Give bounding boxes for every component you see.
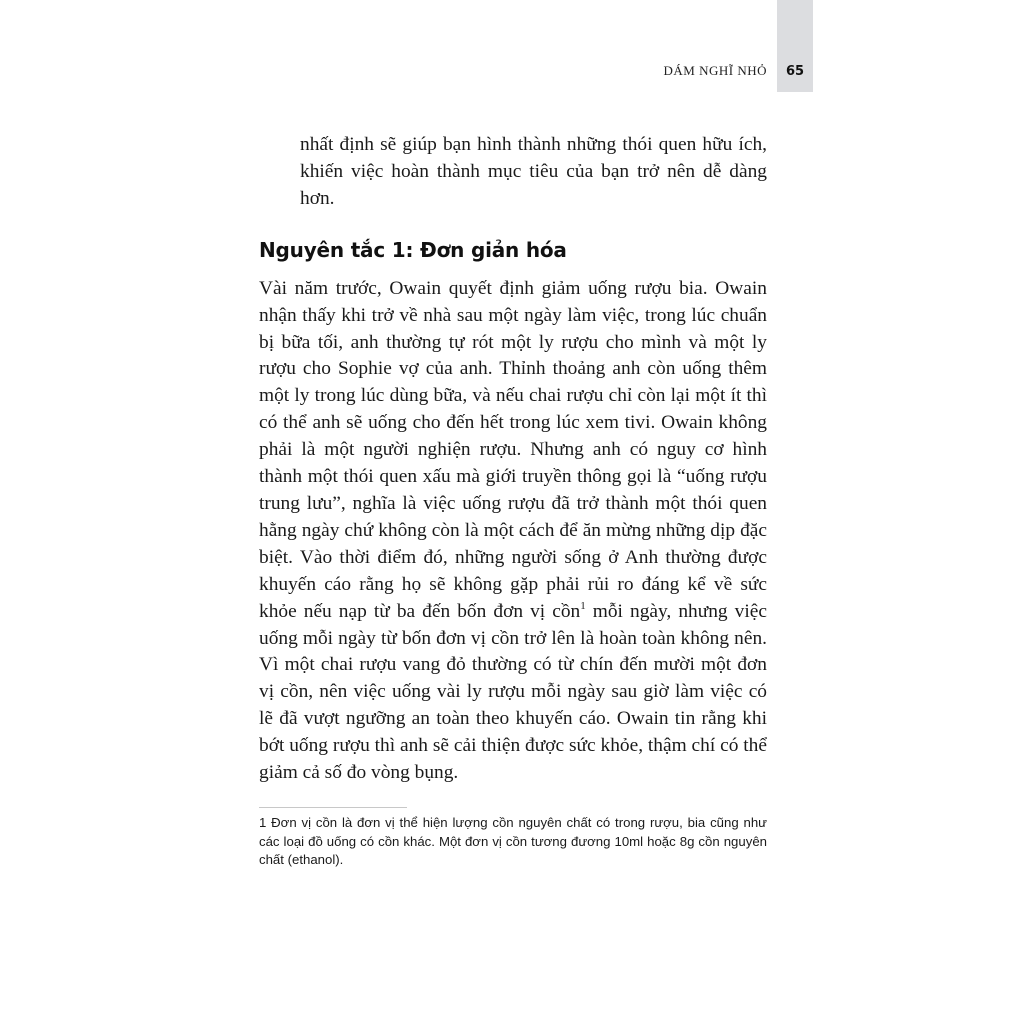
page-content [259,132,767,870]
footnote-reference[interactable]: 1 [580,599,586,612]
paragraph-text-part2: mỗi ngày, nhưng việc uống mỗi ngày từ bốn đơn vị cồn trở lên là hoàn toàn không nên. Vì một chai rượu vang đỏ thường có từ chín đến mười một đơn vị cồn, nên việc uống vài ly rượu mỗi ngày sau giờ làm việc có lẽ đã vượt ngưỡng an toàn theo khuyến cáo. Owain tin rằng khi bớt uống rượu thì anh sẽ cải thiện được sức khỏe, thậm chí có thể giảm cả số đo vòng bụng. [259,600,767,784]
paragraph-text-part1: Vài năm trước, Owain quyết định giảm uống rượu bia. Owain nhận thấy khi trở về nhà sau một ngày làm việc, trong lúc chuẩn bị bữa tối, anh thường tự rót một ly rượu cho mình và một ly rượu cho Sophie vợ của anh. Thỉnh thoảng anh còn uống thêm một ly trong lúc dùng bữa, và nếu chai rượu chỉ còn lại một ít thì có thể anh sẽ uống cho đến hết trong lúc xem tivi. Owain không phải là một người nghiện rượu. Nhưng anh có nguy cơ hình thành một thói quen xấu mà giới truyền thông gọi là “uống rượu trung lưu”, nghĩa là việc uống rượu đã trở thành một thói quen hằng ngày chứ không còn là một cách để ăn mừng những dịp đặc biệt. Vào thời điểm đó, những người sống ở Anh thường được khuyến cáo rằng họ sẽ không gặp phải rủi ro đáng kể về sức khỏe nếu nạp từ ba đến bốn đơn vị cồn [259,277,767,622]
intro-paragraph: nhất định sẽ giúp bạn hình thành những thói quen hữu ích, khiến việc hoàn thành mục tiêu của bạn trở nên dễ dàng hơn. [300,134,767,209]
section-heading: Nguyên tắc 1: Đơn giản hóa [259,237,567,262]
page-number: 65 [785,64,805,79]
footnote: 1 Đơn vị cồn là đơn vị thể hiện lượng cồn nguyên chất có trong rượu, bia cũng như các loại đồ uống có cồn khác. Một đơn vị cồn tương đương 10ml hoặc 8g cồn nguyên chất (ethanol). [259,814,767,868]
section-paragraph [259,276,767,787]
running-header-title: DÁM NGHĨ NHỎ [663,63,767,78]
footnote-divider [259,807,407,808]
